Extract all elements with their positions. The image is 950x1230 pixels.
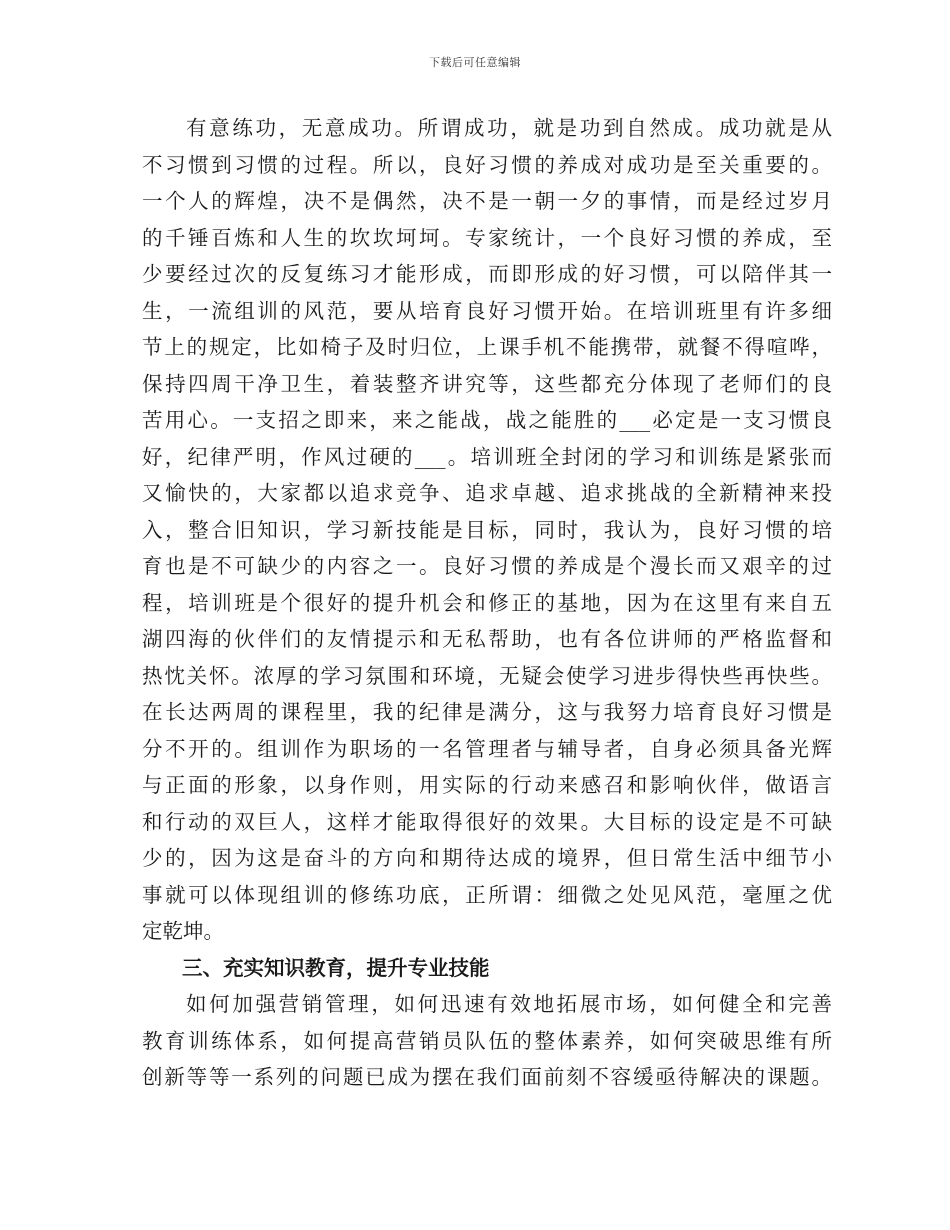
text-line: 苦用心。一支招之即来，来之能战，战之能胜的___必定是一支习惯良 [142, 408, 832, 432]
text-line: 如何加强营销管理，如何迅速有效地拓展市场，如何健全和完善 [186, 992, 832, 1016]
section-heading: 三、充实知识教育，提升专业技能 [182, 955, 490, 980]
text-line: 教育训练体系，如何提高营销员队伍的整体素养，如何突破思维有所 [142, 1028, 832, 1053]
text-line: 的千锤百炼和人生的坎坎坷坷。专家统计，一个良好习惯的养成，至 [142, 225, 832, 250]
text-line: 生，一流组训的风范，要从培育良好习惯开始。在培训班里有许多细 [142, 298, 832, 323]
text-line: 分不开的。组训作为职场的一名管理者与辅导者，自身必须具备光辉 [142, 736, 832, 761]
text-line: 程，培训班是个很好的提升机会和修正的基地，因为在这里有来自五 [142, 590, 832, 615]
text-line: 一个人的辉煌，决不是偶然，决不是一朝一夕的事情，而是经过岁月 [142, 189, 832, 213]
text-line: 和行动的双巨人，这样才能取得很好的效果。大目标的设定是不可缺 [142, 809, 832, 834]
text-line: 在长达两周的课程里，我的纪律是满分，这与我努力培育良好习惯是 [142, 700, 832, 724]
text-line: 事就可以体现组训的修练功底，正所谓：细微之处见风范，毫厘之优 [142, 882, 832, 907]
paragraph-habits [142, 110, 832, 950]
text-line: 少要经过次的反复练习才能形成，而即形成的好习惯，可以陪伴其一 [142, 262, 832, 286]
paragraph-knowledge [142, 986, 832, 1096]
text-line: 创新等等一系列的问题已成为摆在我们面前刻不容缓亟待解决的课题。 [142, 1065, 832, 1089]
text-line: 又愉快的，大家都以追求竞争、追求卓越、追求挑战的全新精神来投 [142, 481, 832, 505]
text-line: 节上的规定，比如椅子及时归位，上课手机不能携带，就餐不得喧哗， [142, 335, 832, 359]
text-line: 少的，因为这是奋斗的方向和期待达成的境界，但日常生活中细节小 [142, 846, 832, 870]
text-line: 育也是不可缺少的内容之一。良好习惯的养成是个漫长而又艰辛的过 [142, 554, 832, 578]
header-note: 下载后可任意编辑 [429, 56, 521, 69]
document-body [142, 110, 832, 1096]
text-line: 定乾坤。 [142, 919, 224, 943]
text-line: 热忱关怀。浓厚的学习氛围和环境，无疑会使学习进步得快些再快些。 [142, 663, 832, 688]
text-line: 不习惯到习惯的过程。所以，良好习惯的养成对成功是至关重要的。 [142, 152, 832, 177]
text-line: 有意练功，无意成功。所谓成功，就是功到自然成。成功就是从 [186, 116, 832, 140]
text-line: 好，纪律严明，作风过硬的___。培训班全封闭的学习和训练是紧张而 [142, 444, 832, 469]
text-line: 入，整合旧知识，学习新技能是目标，同时，我认为，良好习惯的培 [142, 517, 832, 542]
text-line: 与正面的形象，以身作则，用实际的行动来感召和影响伙伴，做语言 [142, 773, 832, 797]
text-line: 湖四海的伙伴们的友情提示和无私帮助，也有各位讲师的严格监督和 [142, 627, 832, 651]
text-line: 保持四周干净卫生，着装整齐讲究等，这些都充分体现了老师们的良 [142, 371, 832, 396]
